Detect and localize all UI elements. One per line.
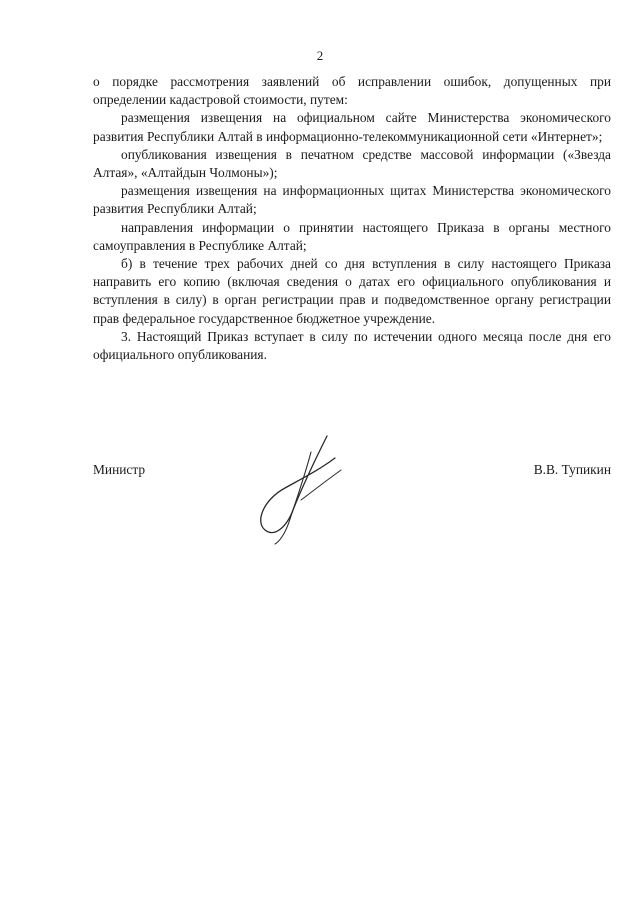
paragraph-website: размещения извещения на официальном сайте Министерства экономического развития Республики Алтай в информационно-телекоммуникационной сети «Интернет»; bbox=[93, 110, 611, 144]
paragraph-item-b: б) в течение трех рабочих дней со дня вступления в силу настоящего Приказа направить его копию (включая сведения о датах его официального опубликования и вступления в силу) в орган регистрации прав и подведомственное органу регистрации прав федеральное государственное бюджетное учреждение. bbox=[93, 256, 611, 326]
page-number: 2 bbox=[316, 48, 324, 63]
paragraph-local-government: направления информации о принятии настоящего Приказа в органы местного самоуправления в Республике Алтай; bbox=[93, 219, 611, 253]
paragraph-intro: о порядке рассмотрения заявлений об исправлении ошибок, допущенных при определении кадастровой стоимости, путем: bbox=[93, 74, 611, 108]
paragraph-info-boards: размещения извещения на информационных щитах Министерства экономического развития Республики Алтай; bbox=[93, 183, 611, 217]
document-body bbox=[93, 73, 611, 364]
signer-title: Министр bbox=[93, 462, 146, 477]
handwritten-signature bbox=[245, 430, 355, 550]
paragraph-print-media: опубликования извещения в печатном средстве массовой информации («Звезда Алтая», «Алтайдын Чолмоны»); bbox=[93, 146, 611, 181]
paragraph-item-3: 3. Настоящий Приказ вступает в силу по истечении одного месяца после дня его официального опубликования. bbox=[93, 328, 611, 363]
signer-name: В.В. Тупикин bbox=[533, 462, 611, 477]
